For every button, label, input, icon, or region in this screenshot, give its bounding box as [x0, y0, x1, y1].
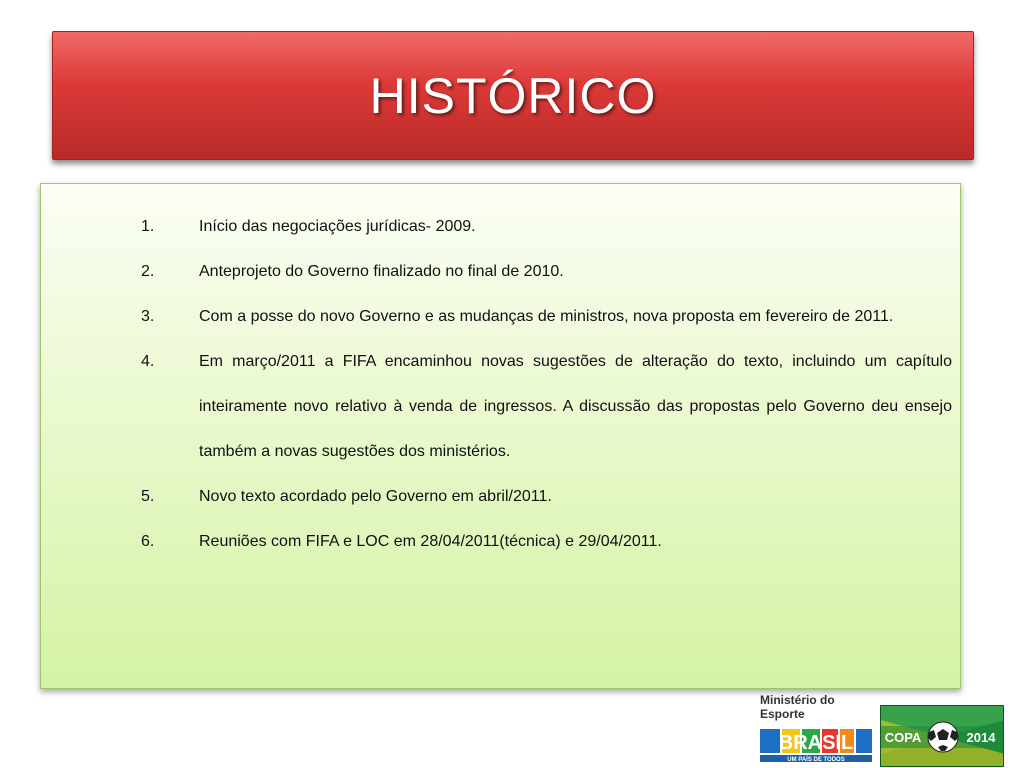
list-item	[141, 249, 952, 294]
list-item-number: 1.	[141, 218, 155, 235]
list-item-number: 5.	[141, 488, 155, 505]
list-item-number: 3.	[141, 308, 155, 325]
list-item	[141, 474, 952, 519]
copa-label: COPA	[884, 730, 922, 745]
ministerio-do-esporte-logo	[757, 693, 875, 765]
list-item-text: Com a posse do novo Governo e as mudanças de ministros, nova proposta em fevereiro de 2011.	[199, 308, 894, 325]
brasil-wordmark: BRASIL	[778, 732, 854, 754]
content-box	[40, 183, 961, 689]
history-list	[141, 204, 952, 564]
list-item-text: Início das negociações jurídicas- 2009.	[199, 218, 476, 235]
copa-2014-logo	[880, 705, 1004, 767]
copa-2014-icon	[881, 706, 1004, 767]
list-item	[141, 339, 952, 474]
copa-year-label: 2014	[966, 730, 996, 745]
list-item-number: 4.	[141, 353, 155, 370]
list-item	[141, 519, 952, 564]
list-item-text: Novo texto acordado pelo Governo em abril/2011.	[199, 488, 552, 505]
list-item-text: Em março/2011 a FIFA encaminhou novas sugestões de alteração do texto, incluindo um capítulo inteiramente novo relativo à venda de ingressos. A discussão das propostas pelo Governo deu ensejo também a novas sugestões dos ministérios.	[199, 353, 952, 460]
slide-title: HISTÓRICO	[369, 67, 657, 124]
footer-logos	[757, 693, 1007, 768]
list-item	[141, 294, 952, 339]
brasil-tagline: UM PAÍS DE TODOS	[787, 757, 845, 763]
title-bar	[52, 31, 974, 160]
list-item-text: Reuniões com FIFA e LOC em 28/04/2011(técnica) e 29/04/2011.	[199, 533, 662, 550]
list-item-text: Anteprojeto do Governo finalizado no final de 2010.	[199, 263, 564, 280]
list-item-number: 2.	[141, 263, 155, 280]
list-item	[141, 204, 952, 249]
ministerio-label: Ministério do Esporte	[760, 693, 835, 721]
list-item-number: 6.	[141, 533, 155, 550]
brasil-logo-icon	[760, 727, 874, 763]
